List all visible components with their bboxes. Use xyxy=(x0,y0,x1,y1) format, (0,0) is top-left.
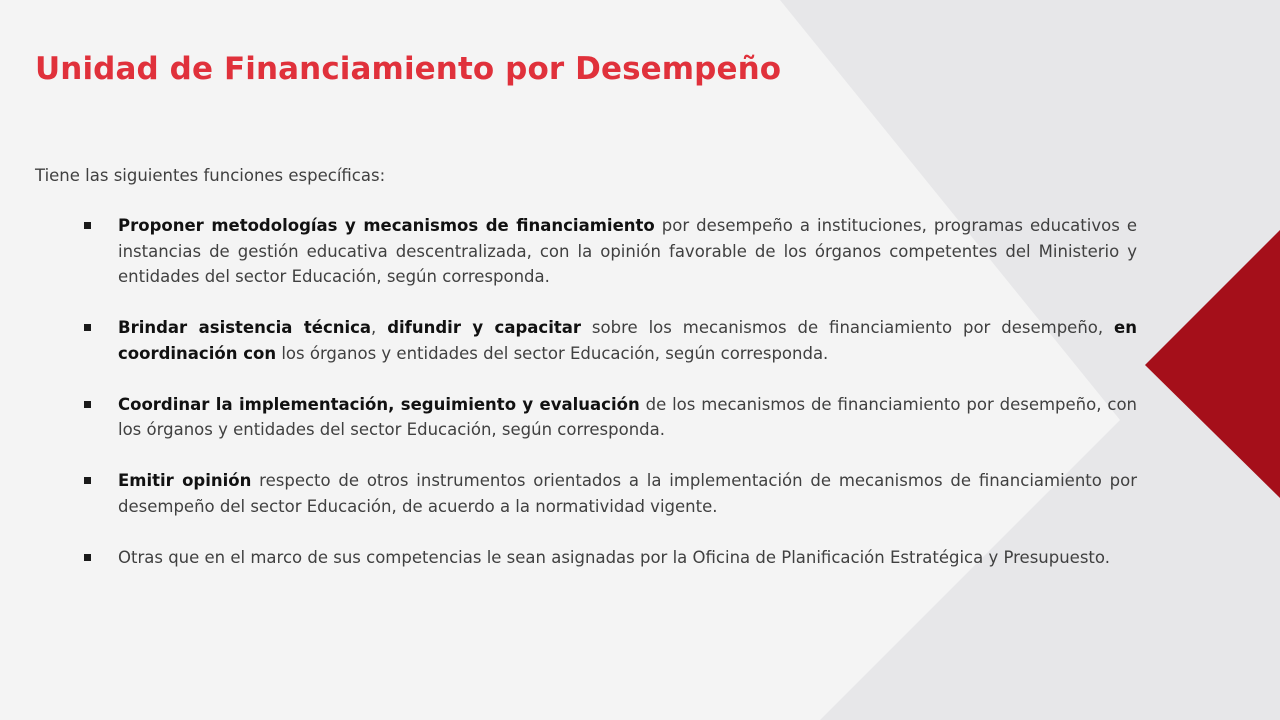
function-item-1 xyxy=(84,213,1137,290)
function-2-bold-2: difundir y capacitar xyxy=(387,318,582,337)
intro-text: Tiene las siguientes funciones específicas: xyxy=(35,166,386,185)
functions-list xyxy=(84,213,1137,596)
square-bullet-icon xyxy=(84,554,91,561)
function-2-bold-1: Brindar asistencia técnica xyxy=(118,318,372,337)
function-item-3 xyxy=(84,392,1137,443)
slide-title: Unidad de Financiamiento por Desempeño xyxy=(35,51,782,87)
function-2-bold-3: en coordinación con xyxy=(118,318,1137,363)
function-4-text: respecto de otros instrumentos orientados a la implementación de mecanismos de financiamiento por desempeño del sector Educación, de acuerdo a la normatividad vigente. xyxy=(118,471,1137,516)
function-1-bold: Proponer metodologías y mecanismos de financiamiento xyxy=(118,216,655,235)
square-bullet-icon xyxy=(84,222,91,229)
function-2-text-2: sobre los mecanismos de financiamiento por desempeño, xyxy=(581,318,1115,337)
function-1-text: por desempeño a instituciones, programas educativos e instancias de gestión educativa descentralizada, con la opinión favorable de los órganos competentes del Ministerio y entidades del sector Educación, según corresponda. xyxy=(118,216,1137,286)
function-3-bold: Coordinar la implementación, seguimiento y evaluación xyxy=(118,394,640,414)
function-3-text: de los mecanismos de financiamiento por desempeño, con los órganos y entidades del sector Educación, según corresponda. xyxy=(118,394,1137,439)
function-item-5 xyxy=(84,545,1137,571)
function-item-4 xyxy=(84,468,1137,519)
square-bullet-icon xyxy=(84,477,91,484)
function-2-text-1: , xyxy=(371,318,388,337)
function-4-bold: Emitir opinión xyxy=(118,471,252,490)
function-2-text-3: los órganos y entidades del sector Educación, según corresponda. xyxy=(276,343,829,363)
square-bullet-icon xyxy=(84,324,91,331)
function-item-2 xyxy=(84,315,1137,366)
square-bullet-icon xyxy=(84,401,91,408)
function-5-text: Otras que en el marco de sus competencias le sean asignadas por la Oficina de Planificación Estratégica y Presupuesto. xyxy=(118,547,1110,567)
